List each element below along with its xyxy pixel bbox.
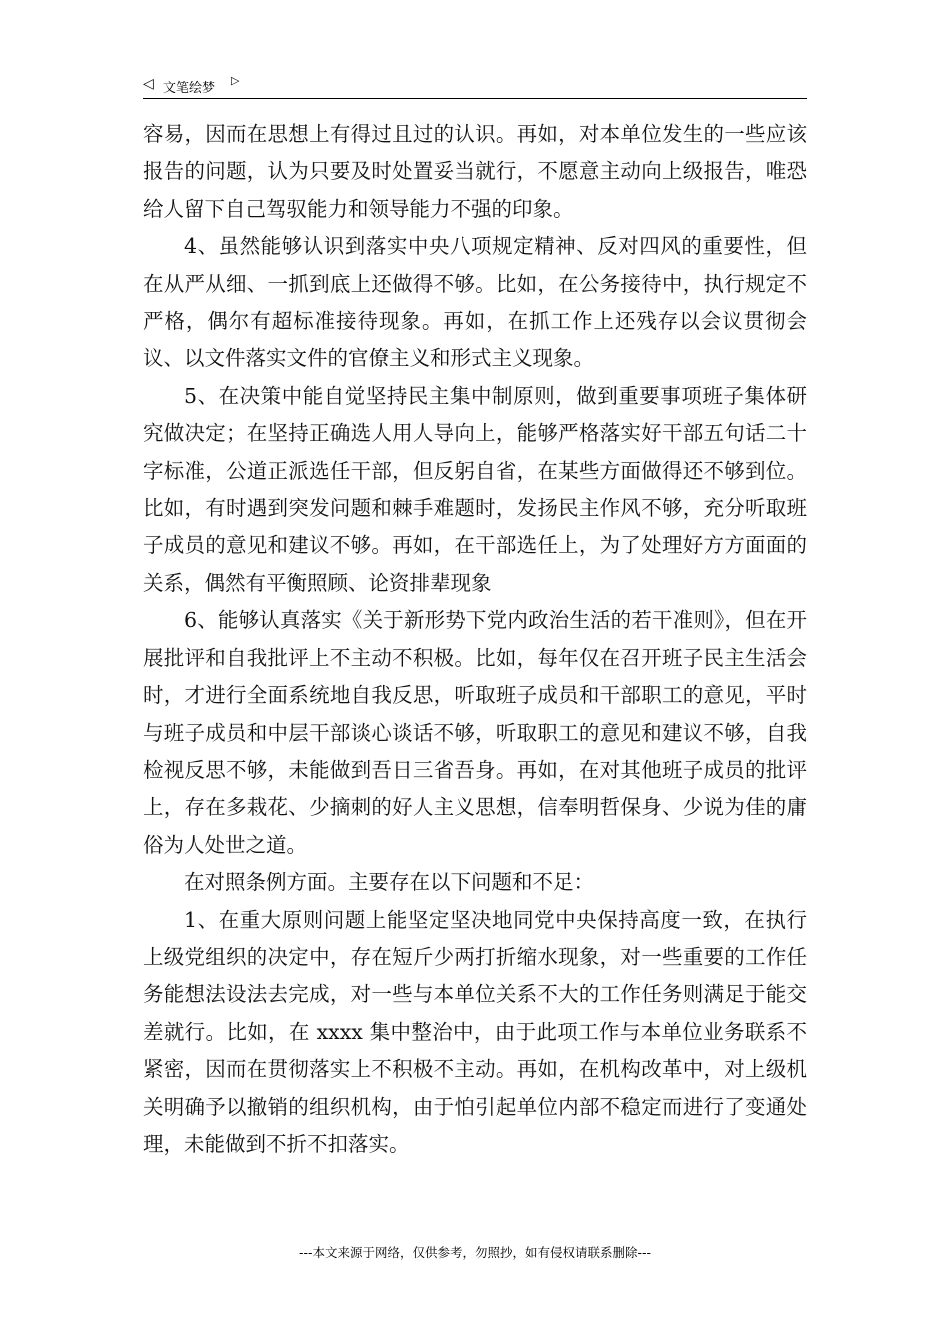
page-footer: ---本文来源于网络，仅供参考，勿照抄，如有侵权请联系删除--- xyxy=(298,1245,652,1260)
paragraph-item-6: 6、能够认真落实《关于新形势下党内政治生活的若干准则》，但在开展批评和自我批评上不主动不积极。比如，每年仅在召开班子民主生活会时，才进行全面系统地自我反思，听取班子成员和干部职工的意见，平时与班子成员和中层干部谈心谈话不够，听取职工的意见和建议不够，自我检视反思不够，未能做到吾日三省吾身。再如，在对其他班子成员的批评上，存在多栽花、少摘刺的好人主义思想，信奉明哲保身、少说为佳的庸俗为人处世之道。 xyxy=(143,608,807,857)
triangle-right-icon: ▷ xyxy=(231,74,240,87)
paragraph-item-1: 1、在重大原则问题上能坚定坚决地同党中央保持高度一致，在执行上级党组织的决定中，存在短斤少两打折缩水现象，对一些重要的工作任务能想法设法去完成，对一些与本单位关系不大的工作任务则满足于能交差就行。比如，在 xxxx 集中整治中，由于此项工作与本单位业务联系不紧密，因而在贯彻落实上不积极不主动。再如，在机构改革中，对上级机关明确予以撤销的组织机构，由于怕引起单位内部不稳定而进行了变通处理，未能做到不折不扣落实。 xyxy=(143,907,807,1156)
header-brand: 文笔绘梦 xyxy=(163,81,216,96)
paragraph-item-4: 4、虽然能够认识到落实中央八项规定精神、反对四风的重要性，但在从严从细、一抓到底上还做得不够。比如，在公务接待中，执行规定不严格，偶尔有超标准接待现象。再如，在抓工作上还残存以会议贯彻会议、以文件落实文件的官僚主义和形式主义现象。 xyxy=(143,234,807,371)
page-header xyxy=(143,74,807,99)
paragraph-continuation: 容易，因而在思想上有得过且过的认识。再如，对本单位发生的一些应该报告的问题，认为只要及时处置妥当就行，不愿意主动向上级报告，唯恐给人留下自己驾驭能力和领导能力不强的印象。 xyxy=(143,122,807,221)
triangle-left-icon: ◁ xyxy=(143,76,154,92)
section-heading: 在对照条例方面。主要存在以下问题和不足： xyxy=(184,870,594,895)
paragraph-item-5: 5、在决策中能自觉坚持民主集中制原则，做到重要事项班子集体研究做决定；在坚持正确选人用人导向上，能够严格落实好干部五句话二十字标准，公道正派选任干部，但反躬自省，在某些方面做得还不够到位。比如，有时遇到突发问题和棘手难题时，发扬民主作风不够，充分听取班子成员的意见和建议不够。再如，在干部选任上，为了处理好方方面面的关系，偶然有平衡照顾、论资排辈现象 xyxy=(143,383,807,595)
document-body xyxy=(143,116,807,1163)
